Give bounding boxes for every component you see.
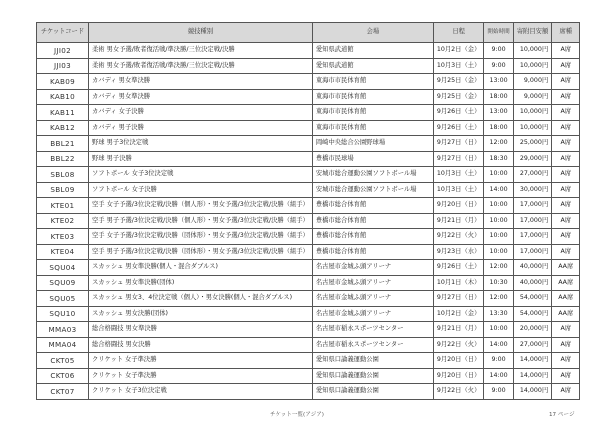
- cell-venue: 東海市市民体育館: [312, 120, 433, 136]
- cell-code: KAB09: [37, 74, 89, 90]
- table-row: [37, 337, 580, 353]
- cell-code: SBL08: [37, 167, 89, 183]
- cell-code: MMA04: [37, 337, 89, 353]
- table-row: [37, 260, 580, 276]
- cell-time: 10:00: [484, 322, 513, 338]
- cell-price: 17,000円: [513, 213, 551, 229]
- cell-time: 14:00: [484, 368, 513, 384]
- cell-date: 9月22日（火）: [433, 384, 484, 400]
- table-row: [37, 74, 580, 90]
- cell-venue: 豊橋市総合体育館: [312, 244, 433, 260]
- cell-seat: AA席: [552, 260, 580, 276]
- cell-price: 14,000円: [513, 353, 551, 369]
- cell-venue: 豊橋市民球場: [312, 151, 433, 167]
- cell-code: CKT05: [37, 353, 89, 369]
- cell-price: 17,000円: [513, 229, 551, 245]
- cell-event: 野球 男子3位決定戦: [89, 136, 313, 152]
- cell-venue: 名古屋市稲永スポーツセンター: [312, 322, 433, 338]
- cell-event: クリケット 女子3位決定戦: [89, 384, 313, 400]
- cell-time: 14:00: [484, 337, 513, 353]
- table-row: [37, 89, 580, 105]
- cell-seat: A席: [552, 213, 580, 229]
- table-row: [37, 384, 580, 400]
- cell-code: KTE03: [37, 229, 89, 245]
- cell-seat: A席: [552, 136, 580, 152]
- cell-time: 18:00: [484, 120, 513, 136]
- cell-venue: 名古屋市金城ふ頭アリーナ: [312, 306, 433, 322]
- table-row: [37, 136, 580, 152]
- cell-seat: A席: [552, 322, 580, 338]
- cell-seat: A席: [552, 151, 580, 167]
- cell-event: クリケット 女子準決勝: [89, 368, 313, 384]
- footer-title: チケット一覧(アジア): [270, 412, 324, 418]
- cell-code: JJI02: [37, 43, 89, 59]
- cell-venue: 愛知県口論義運動公園: [312, 353, 433, 369]
- cell-time: 10:30: [484, 275, 513, 291]
- cell-code: KTE01: [37, 198, 89, 214]
- cell-date: 9月23日（水）: [433, 244, 484, 260]
- cell-time: 18:30: [484, 151, 513, 167]
- cell-venue: 名古屋市金城ふ頭アリーナ: [312, 291, 433, 307]
- cell-venue: 愛知県口論義運動公園: [312, 368, 433, 384]
- cell-event: 柔術 男女予選/敗者復活戦/準決勝/三位決定戦/決勝: [89, 58, 313, 74]
- cell-date: 9月26日（土）: [433, 105, 484, 121]
- page-number: 17 ページ: [549, 412, 575, 418]
- cell-price: 9,000円: [513, 74, 551, 90]
- cell-seat: A席: [552, 74, 580, 90]
- cell-seat: AA席: [552, 306, 580, 322]
- cell-venue: 名古屋市金城ふ頭アリーナ: [312, 275, 433, 291]
- cell-date: 9月27日（日）: [433, 291, 484, 307]
- cell-event: スカッシュ 男女準決勝(団体): [89, 275, 313, 291]
- cell-code: BBL22: [37, 151, 89, 167]
- cell-code: KTE02: [37, 213, 89, 229]
- cell-code: SBL09: [37, 182, 89, 198]
- cell-time: 18:00: [484, 89, 513, 105]
- cell-venue: 名古屋市稲永スポーツセンター: [312, 337, 433, 353]
- header-code: チケットコード: [37, 23, 89, 43]
- cell-code: SQU04: [37, 260, 89, 276]
- cell-date: 10月3日（土）: [433, 58, 484, 74]
- cell-time: 9:00: [484, 353, 513, 369]
- cell-price: 27,000円: [513, 167, 551, 183]
- cell-venue: 豊橋市総合体育館: [312, 198, 433, 214]
- cell-seat: A席: [552, 384, 580, 400]
- cell-code: SQU09: [37, 275, 89, 291]
- cell-date: 9月20日（日）: [433, 353, 484, 369]
- cell-seat: A席: [552, 229, 580, 245]
- cell-date: 9月22日（火）: [433, 337, 484, 353]
- cell-price: 9,000円: [513, 89, 551, 105]
- cell-seat: A席: [552, 120, 580, 136]
- cell-date: 10月1日（木）: [433, 275, 484, 291]
- cell-event: ソフトボール 女子3位決定戦: [89, 167, 313, 183]
- cell-event: カバディ 男子決勝: [89, 120, 313, 136]
- table-header-row: [37, 23, 580, 43]
- cell-time: 10:00: [484, 167, 513, 183]
- cell-date: 10月3日（土）: [433, 182, 484, 198]
- cell-event: カバディ 男女準決勝: [89, 89, 313, 105]
- cell-seat: A席: [552, 353, 580, 369]
- table-row: [37, 291, 580, 307]
- table-row: [37, 105, 580, 121]
- cell-price: 40,000円: [513, 275, 551, 291]
- cell-date: 9月26日（土）: [433, 120, 484, 136]
- cell-code: CKT06: [37, 368, 89, 384]
- cell-code: CKT07: [37, 384, 89, 400]
- ticket-table: [36, 22, 580, 400]
- cell-date: 9月22日（火）: [433, 229, 484, 245]
- cell-price: 10,000円: [513, 120, 551, 136]
- cell-event: ソフトボール 女子決勝: [89, 182, 313, 198]
- cell-venue: 愛知県口論義運動公園: [312, 384, 433, 400]
- cell-price: 10,000円: [513, 105, 551, 121]
- cell-price: 20,000円: [513, 322, 551, 338]
- cell-venue: 岡崎中央総合公園野球場: [312, 136, 433, 152]
- cell-venue: 豊橋市総合体育館: [312, 213, 433, 229]
- cell-price: 54,000円: [513, 306, 551, 322]
- cell-time: 9:00: [484, 58, 513, 74]
- table-row: [37, 43, 580, 59]
- cell-price: 27,000円: [513, 337, 551, 353]
- table-row: [37, 322, 580, 338]
- cell-time: 9:00: [484, 384, 513, 400]
- cell-seat: A席: [552, 58, 580, 74]
- cell-price: 14,000円: [513, 384, 551, 400]
- cell-date: 9月20日（日）: [433, 368, 484, 384]
- cell-time: 10:00: [484, 198, 513, 214]
- cell-date: 9月20日（日）: [433, 198, 484, 214]
- table-row: [37, 167, 580, 183]
- cell-time: 12:00: [484, 136, 513, 152]
- table-row: [37, 229, 580, 245]
- cell-code: KAB12: [37, 120, 89, 136]
- cell-venue: 安城市総合運動公園ソフトボール場: [312, 167, 433, 183]
- table-row: [37, 213, 580, 229]
- cell-code: BBL21: [37, 136, 89, 152]
- table-body: [37, 43, 580, 400]
- cell-price: 14,000円: [513, 368, 551, 384]
- cell-event: カバディ 女子決勝: [89, 105, 313, 121]
- cell-venue: 豊橋市総合体育館: [312, 229, 433, 245]
- cell-time: 13:00: [484, 74, 513, 90]
- cell-date: 10月3日（土）: [433, 167, 484, 183]
- cell-code: SQU10: [37, 306, 89, 322]
- cell-code: JJI03: [37, 58, 89, 74]
- cell-price: 29,000円: [513, 151, 551, 167]
- cell-time: 13:30: [484, 306, 513, 322]
- cell-venue: 愛知県武道館: [312, 58, 433, 74]
- table-row: [37, 182, 580, 198]
- cell-event: スカッシュ 男女準決勝(個人・混合ダブルス): [89, 260, 313, 276]
- cell-time: 14:00: [484, 182, 513, 198]
- cell-date: 9月26日（土）: [433, 260, 484, 276]
- cell-price: 17,000円: [513, 244, 551, 260]
- cell-time: 12:00: [484, 260, 513, 276]
- cell-venue: 東海市市民体育館: [312, 105, 433, 121]
- table-row: [37, 275, 580, 291]
- cell-venue: 名古屋市金城ふ頭アリーナ: [312, 260, 433, 276]
- cell-seat: A席: [552, 89, 580, 105]
- table-row: [37, 244, 580, 260]
- cell-seat: A席: [552, 43, 580, 59]
- cell-code: KTE04: [37, 244, 89, 260]
- cell-time: 10:00: [484, 229, 513, 245]
- cell-seat: A席: [552, 105, 580, 121]
- cell-code: KAB11: [37, 105, 89, 121]
- cell-venue: 東海市市民体育館: [312, 89, 433, 105]
- cell-venue: 愛知県武道館: [312, 43, 433, 59]
- cell-date: 9月27日（日）: [433, 151, 484, 167]
- cell-date: 9月25日（金）: [433, 74, 484, 90]
- cell-code: KAB10: [37, 89, 89, 105]
- table-row: [37, 120, 580, 136]
- cell-time: 12:00: [484, 291, 513, 307]
- header-venue: 会場: [312, 23, 433, 43]
- cell-seat: A席: [552, 337, 580, 353]
- cell-seat: A席: [552, 244, 580, 260]
- cell-time: 10:00: [484, 244, 513, 260]
- cell-event: スカッシュ 男女決勝(団体): [89, 306, 313, 322]
- header-event: 競技種別: [89, 23, 313, 43]
- cell-time: 10:00: [484, 213, 513, 229]
- cell-date: 9月25日（金）: [433, 89, 484, 105]
- header-time: 開始時間: [484, 23, 513, 43]
- cell-date: 9月21日（月）: [433, 213, 484, 229]
- table-row: [37, 58, 580, 74]
- cell-event: カバディ 男女準決勝: [89, 74, 313, 90]
- table-row: [37, 198, 580, 214]
- cell-code: MMA03: [37, 322, 89, 338]
- table-row: [37, 368, 580, 384]
- table-row: [37, 306, 580, 322]
- cell-date: 10月2日（金）: [433, 43, 484, 59]
- cell-event: 総合格闘技 男女決勝: [89, 337, 313, 353]
- cell-date: 10月2日（金）: [433, 306, 484, 322]
- cell-code: SQU05: [37, 291, 89, 307]
- header-date: 日程: [433, 23, 484, 43]
- cell-price: 25,000円: [513, 136, 551, 152]
- cell-seat: A席: [552, 368, 580, 384]
- cell-time: 9:00: [484, 43, 513, 59]
- header-price: 寄附目安額: [513, 23, 551, 43]
- cell-date: 9月21日（月）: [433, 322, 484, 338]
- cell-price: 17,000円: [513, 198, 551, 214]
- cell-seat: AA席: [552, 275, 580, 291]
- cell-event: 総合格闘技 男女準決勝: [89, 322, 313, 338]
- cell-price: 54,000円: [513, 291, 551, 307]
- cell-event: 空手 男子予選/3位決定戦/決勝（団体形）・男女予選/3位決定戦/決勝（組手）: [89, 244, 313, 260]
- cell-time: 13:00: [484, 105, 513, 121]
- cell-event: クリケット 女子準決勝: [89, 353, 313, 369]
- cell-seat: AA席: [552, 291, 580, 307]
- cell-event: 空手 女子予選/3位決定戦/決勝（個人形）・男女予選/3位決定戦/決勝（組手）: [89, 198, 313, 214]
- cell-price: 40,000円: [513, 260, 551, 276]
- cell-event: 空手 女子予選/3位決定戦/決勝（団体形）・男女予選/3位決定戦/決勝（組手）: [89, 229, 313, 245]
- cell-event: スカッシュ 男女3、4位決定戦（個人）・男女決勝(個人・混合ダブルス): [89, 291, 313, 307]
- cell-price: 30,000円: [513, 182, 551, 198]
- cell-venue: 東海市市民体育館: [312, 74, 433, 90]
- cell-event: 野球 男子決勝: [89, 151, 313, 167]
- cell-date: 9月27日（日）: [433, 136, 484, 152]
- cell-venue: 安城市総合運動公園ソフトボール場: [312, 182, 433, 198]
- header-seat: 席種: [552, 23, 580, 43]
- table-row: [37, 151, 580, 167]
- cell-event: 柔術 男女予選/敗者復活戦/準決勝/三位決定戦/決勝: [89, 43, 313, 59]
- cell-seat: A席: [552, 167, 580, 183]
- cell-seat: A席: [552, 198, 580, 214]
- cell-price: 10,000円: [513, 43, 551, 59]
- cell-event: 空手 男子予選/3位決定戦/決勝（個人形）・男女予選/3位決定戦/決勝（組手）: [89, 213, 313, 229]
- cell-price: 10,000円: [513, 58, 551, 74]
- table-row: [37, 353, 580, 369]
- cell-seat: A席: [552, 182, 580, 198]
